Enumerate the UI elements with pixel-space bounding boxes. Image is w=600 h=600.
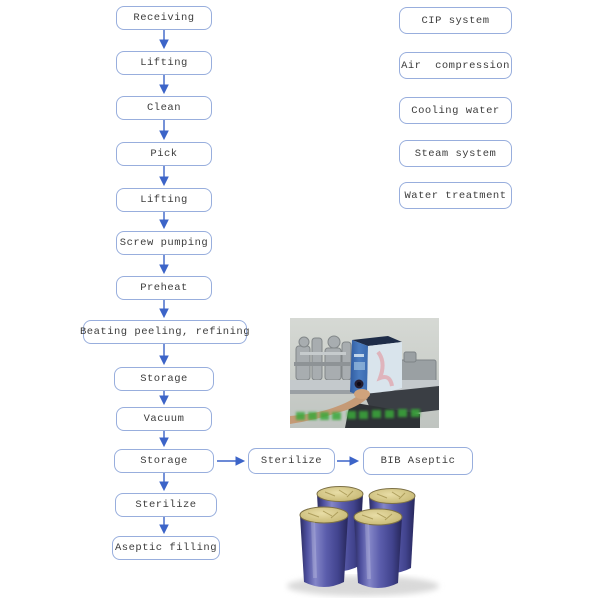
utility-cip-system [399,7,512,34]
flow-step-label: Sterilize [135,499,197,511]
flow-step-label: Storage [140,373,188,385]
utility-steam-system [399,140,512,167]
utility-air-compression [399,52,512,79]
utility-label: Steam system [414,147,497,160]
flow-step-storage-2 [114,449,214,473]
flow-step-lifting-2 [116,188,212,212]
aseptic-drums-image [283,474,468,599]
flow-step-label: Lifting [140,57,188,69]
utility-label: Air compression [401,59,510,72]
utility-label: CIP system [421,14,490,27]
flow-step-label: Preheat [140,282,188,294]
bib-filling-photo [290,318,439,428]
flow-step-pick [116,142,212,166]
flow-step-label: Lifting [140,194,188,206]
flow-step-vacuum [116,407,212,431]
flow-step-screw-pumping [116,231,212,255]
flow-step-label: Aseptic filling [114,542,217,554]
flow-step-receiving [116,6,212,30]
flow-step-label: Beating peeling, refining [79,326,251,338]
flow-step-label: Clean [146,102,181,114]
aseptic-drums-art [283,474,468,599]
drum-front-right [354,509,402,588]
flow-step-aseptic-filling [112,536,220,560]
utility-cooling-water [399,97,512,124]
flow-step-sterilize [115,493,217,517]
flow-step-beating-peeling-refining [79,320,251,344]
flow-step-bib-aseptic [363,447,473,475]
utility-label: Water treatment [404,189,507,202]
flow-step-label: Pick [150,148,178,160]
flow-step-label: Screw pumping [119,237,209,249]
drum-front-left [300,507,348,587]
flow-step-label: Storage [140,455,188,467]
utility-water-treatment [399,182,512,209]
flow-step-label: Receiving [133,12,195,24]
flow-step-label: BIB Aseptic [380,455,456,467]
bib-box [350,336,402,398]
bib-filling-photo-art [290,318,439,428]
flow-step-lifting-1 [116,51,212,75]
flow-step-label: Vacuum [143,413,185,425]
flow-step-storage-1 [114,367,214,391]
flow-step-label: Sterilize [260,455,323,467]
utility-label: Cooling water [411,104,500,117]
flow-step-preheat [116,276,212,300]
flow-step-clean [116,96,212,120]
flow-step-sterilize-branch [248,448,335,474]
